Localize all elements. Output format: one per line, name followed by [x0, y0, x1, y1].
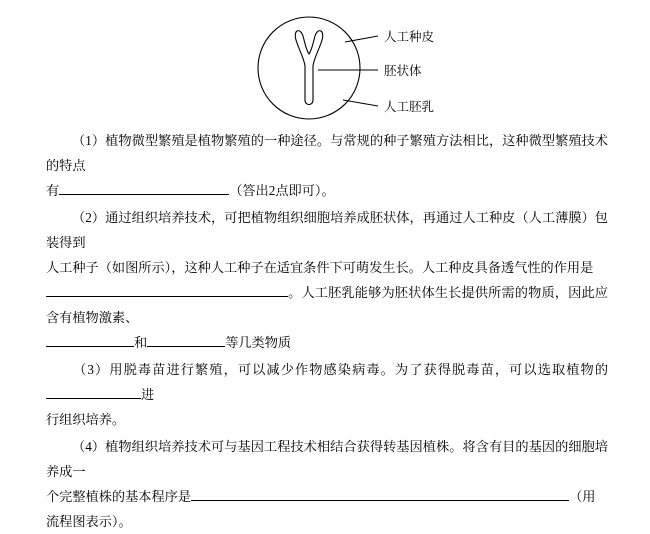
question-1	[46, 128, 608, 203]
answer-blank-q2-2[interactable]	[46, 331, 134, 347]
question-1-text-a: 植物微型繁殖是植物繁殖的一种途径。与常规的种子繁殖方法相比，这种微型繁殖技术的特点	[46, 133, 608, 173]
question-3-text-b: 进	[141, 387, 155, 402]
label-artificial-endosperm: 人工胚乳	[384, 100, 435, 114]
question-4-number: （4）	[72, 439, 106, 454]
label-embryoid: 胚状体	[384, 64, 422, 78]
answer-blank-q3[interactable]	[46, 383, 141, 399]
question-4	[46, 434, 608, 534]
question-3	[46, 357, 608, 432]
question-2-number: （2）	[72, 210, 106, 225]
question-2-text-c: 。人工胚乳能够为胚状体生长提供所需的物质，因此应含有植物激素、	[46, 285, 608, 325]
question-2	[46, 205, 608, 355]
question-3-number: （3）	[72, 362, 110, 377]
question-1-text-b: 有	[46, 183, 60, 198]
question-4-text-d: 流程图表示）。	[46, 514, 132, 529]
label-artificial-seed-coat: 人工种皮	[384, 30, 435, 44]
embryoid-shape	[295, 31, 322, 105]
answer-blank-q2-3[interactable]	[147, 331, 225, 347]
question-2-text-e: 等几类物质	[225, 335, 292, 350]
answer-blank-q2-1[interactable]	[46, 281, 288, 297]
question-3-text-c: 行组织培养。	[46, 412, 126, 427]
answer-blank-q1[interactable]	[59, 179, 229, 195]
question-2-text-a: 通过组织培养技术，可把植物组织细胞培养成胚状体，再通过人工种皮（人工薄膜）包装得到	[46, 210, 608, 250]
question-4-text-a: 植物组织培养技术可与基因工程技术相结合获得转基因植株。将含有目的基因的细胞培养成一	[46, 439, 608, 479]
question-1-number: （1）	[72, 133, 106, 148]
question-1-text-c: （答出2点即可）。	[229, 183, 335, 198]
question-4-text-b: 个完整植株的基本程序是	[46, 489, 192, 504]
question-body	[0, 128, 650, 534]
figure-artificial-seed	[0, 0, 650, 128]
answer-blank-q4-1[interactable]	[191, 485, 569, 501]
question-3-text-a: 用脱毒苗进行繁殖，可以减少作物感染病毒。为了获得脱毒苗，可以选取植物的	[109, 362, 609, 377]
question-2-text-d: 和	[134, 335, 148, 350]
question-2-text-b: 人工种子（如图所示），这种人工种子在适宜条件下可萌发生长。人工种皮具备透气性的作用是	[46, 260, 594, 275]
question-4-text-c: （用	[569, 489, 596, 504]
leader-line-endosperm	[343, 100, 378, 106]
